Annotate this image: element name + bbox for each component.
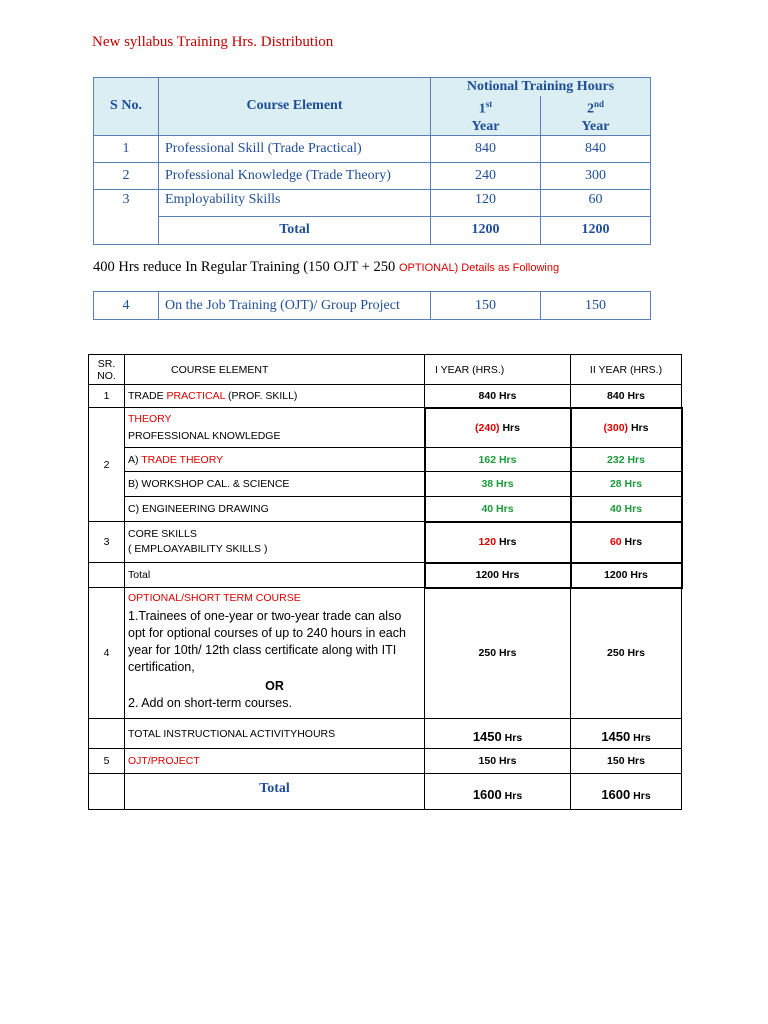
table-row xyxy=(89,719,682,749)
page-title: New syllabus Training Hrs. Distribution xyxy=(92,34,334,50)
row-y1: 840 Hrs xyxy=(425,385,571,408)
row-course: THEORY PROFESSIONAL KNOWLEDGE xyxy=(125,408,425,448)
row-sno xyxy=(89,719,125,749)
short-term-text: 2. Add on short-term courses. xyxy=(128,696,292,710)
total-y2: 1200 xyxy=(541,216,651,244)
optional-course-heading: OPTIONAL/SHORT TERM COURSE xyxy=(128,592,301,604)
row-y1: 250 Hrs xyxy=(425,588,571,719)
row-sno xyxy=(89,774,125,810)
total-y1: 1200 xyxy=(431,216,541,244)
table-row xyxy=(89,522,682,563)
table-row xyxy=(89,448,682,472)
header-year1: I YEAR (HRS.) xyxy=(425,355,571,385)
row-y1: 38 Hrs xyxy=(425,472,571,497)
row-course: CORE SKILLS ( EMPLOAYABILITY SKILLS ) xyxy=(125,522,425,563)
row-y2: 28 Hrs xyxy=(571,472,682,497)
row-course: TOTAL INSTRUCTIONAL ACTIVITYHOURS xyxy=(125,719,425,749)
subtotal-sno xyxy=(89,563,125,588)
row-y2: 840 Hrs xyxy=(571,385,682,408)
grand-total-row xyxy=(89,774,682,810)
row-y2: 150 Hrs xyxy=(571,749,682,774)
table-row xyxy=(89,385,682,408)
row-y1: 150 Hrs xyxy=(425,749,571,774)
row-sno: 3 xyxy=(94,189,159,244)
row-y2: 840 xyxy=(541,135,651,162)
row-y1: 150 xyxy=(431,292,541,320)
header-sno: S No. xyxy=(94,78,159,136)
note-text: 400 Hrs reduce In Regular Training (150 OJT + 250 xyxy=(93,259,399,275)
table-row xyxy=(94,135,651,162)
notional-hours-table xyxy=(93,77,651,245)
header-course: Course Element xyxy=(159,78,431,136)
row-y1: (240) Hrs xyxy=(425,408,571,448)
row-course: Professional Knowledge (Trade Theory) xyxy=(159,162,431,189)
header-notional xyxy=(431,78,651,136)
row-sno: 4 xyxy=(89,588,125,719)
row-y2: 232 Hrs xyxy=(571,448,682,472)
reduction-note xyxy=(93,259,559,276)
row-course: A) TRADE THEORY xyxy=(125,448,425,472)
row-y1: 840 xyxy=(431,135,541,162)
row-y2: 250 Hrs xyxy=(571,588,682,719)
row-y1: 120 xyxy=(431,189,541,216)
row-sno: 1 xyxy=(94,135,159,162)
header-year1: 1st Year xyxy=(431,96,541,135)
table-row xyxy=(89,408,682,448)
table-row xyxy=(89,497,682,522)
table-row xyxy=(89,588,682,719)
total-row xyxy=(94,216,651,244)
table-row xyxy=(94,189,651,216)
header-course: COURSE ELEMENT xyxy=(125,355,425,385)
table-row xyxy=(89,472,682,497)
row-course: C) ENGINEERING DRAWING xyxy=(125,497,425,522)
row-y2: 60 Hrs xyxy=(571,522,682,563)
course-distribution-table xyxy=(88,354,683,810)
subtotal-row xyxy=(89,563,682,588)
row-y2: 1450 Hrs xyxy=(571,719,682,749)
row-y1: 162 Hrs xyxy=(425,448,571,472)
row-y1: 120 Hrs xyxy=(425,522,571,563)
row-sno: 1 xyxy=(89,385,125,408)
row-sno: 2 xyxy=(89,408,125,522)
subtotal-label: Total xyxy=(125,563,425,588)
grand-total-y1: 1600 Hrs xyxy=(425,774,571,810)
row-course: TRADE PRACTICAL (PROF. SKILL) xyxy=(125,385,425,408)
row-course: Employability Skills xyxy=(159,189,431,216)
row-y1: 1450 Hrs xyxy=(425,719,571,749)
or-label: OR xyxy=(265,679,284,693)
note-optional-text: OPTIONAL) Details as Following xyxy=(398,262,560,274)
row-y2: 40 Hrs xyxy=(571,497,682,522)
row-course: Professional Skill (Trade Practical) xyxy=(159,135,431,162)
table-header-row xyxy=(89,355,682,385)
row-y1: 240 xyxy=(431,162,541,189)
row-sno: 2 xyxy=(94,162,159,189)
grand-total-y2: 1600 Hrs xyxy=(571,774,682,810)
row-course: OJT/PROJECT xyxy=(125,749,425,774)
grand-total-label: Total xyxy=(125,774,425,810)
header-year2: II YEAR (HRS.) xyxy=(571,355,682,385)
optional-course-text: 1.Trainees of one-year or two-year trade can also opt for optional courses of up to 240 hours in each year for 10th/ 12th class certificate along with ITI certification, xyxy=(128,609,406,674)
subtotal-y2: 1200 Hrs xyxy=(571,563,682,588)
total-label: Total xyxy=(159,216,431,244)
row-y2: 60 xyxy=(541,189,651,216)
notional-label: Notional Training Hours xyxy=(466,79,615,94)
ojt-table xyxy=(93,291,651,320)
row-y2: (300) Hrs xyxy=(571,408,682,448)
row-sno: 5 xyxy=(89,749,125,774)
table-row xyxy=(94,292,651,320)
header-year2: 2nd Year xyxy=(581,99,610,134)
table-row xyxy=(94,162,651,189)
row-y2: 150 xyxy=(541,292,651,320)
row-y2: 300 xyxy=(541,162,651,189)
row-y1: 40 Hrs xyxy=(425,497,571,522)
row-sno: 3 xyxy=(89,522,125,563)
row-course xyxy=(125,588,425,719)
table-header-row xyxy=(94,78,651,136)
row-course: On the Job Training (OJT)/ Group Project xyxy=(159,292,431,320)
row-course: B) WORKSHOP CAL. & SCIENCE xyxy=(125,472,425,497)
row-sno: 4 xyxy=(94,292,159,320)
table-row xyxy=(89,749,682,774)
subtotal-y1: 1200 Hrs xyxy=(425,563,571,588)
header-srno: SR. NO. xyxy=(89,355,125,385)
